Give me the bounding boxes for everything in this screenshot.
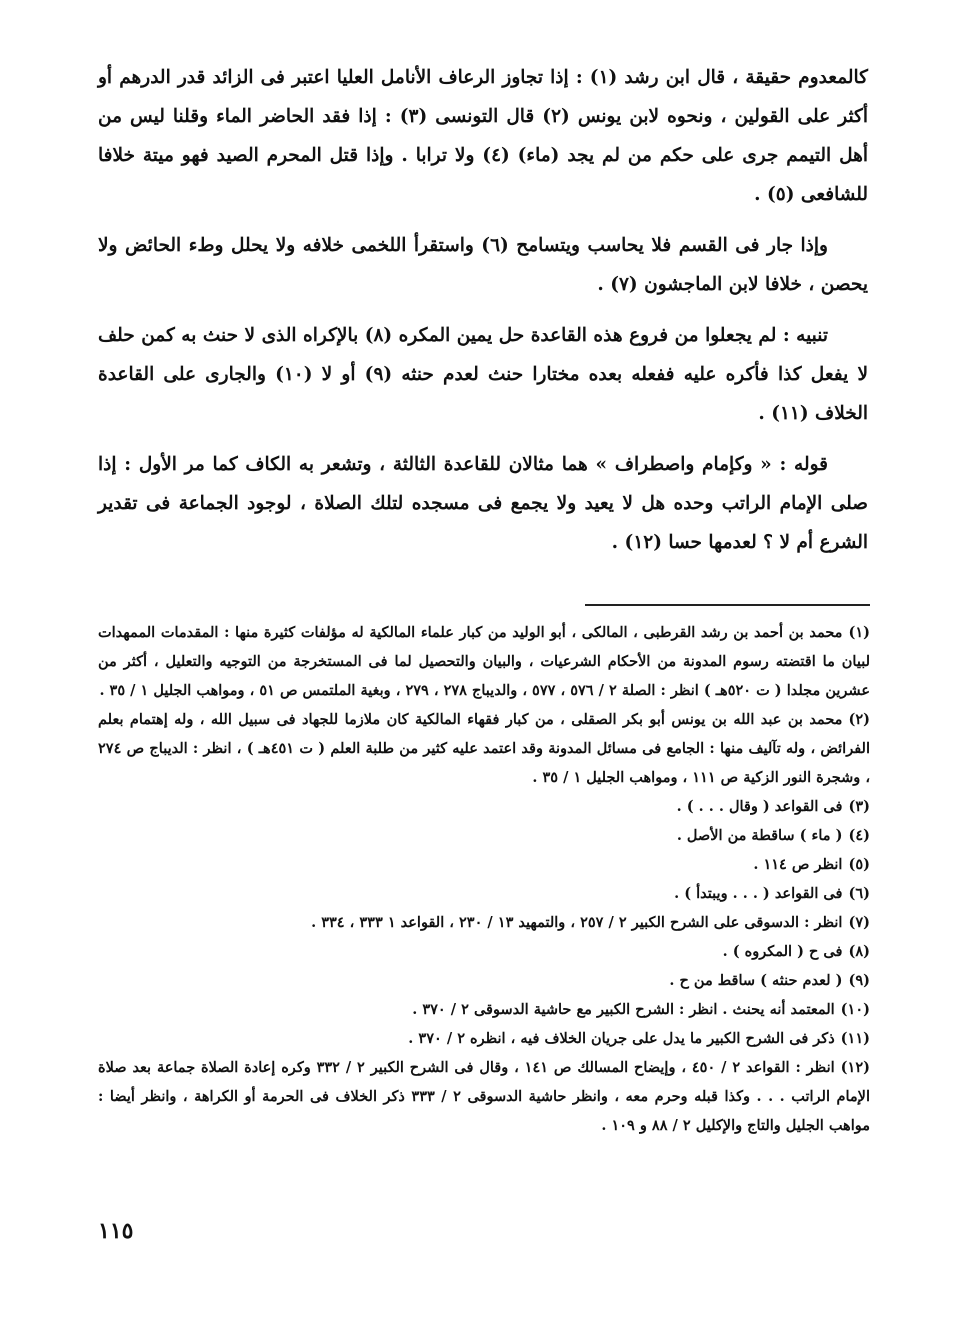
footnote-text: محمد بن أحمد بن رشد القرطبى ، المالكى ، أبو الوليد من كبار علماء المالكية له مؤلفات كثيرة منها : المقدمات الممهدات لبيان ما اقتضته رسوم المدونة من الأحكام الشرعيات ، والبيان والتحصيل لما فى المستخرجة من التوجيه والتعليل ، أكثر من عشرين مجلدا ( ت ٥٢٠هـ ) انظر : الصلة ٢ / ٥٧٦ ، ٥٧٧ ، والديباج ٢٧٨ ، ٢٧٩ ، وبغية الملتمس ص ٥١ ، ومواهب الجليل ١ / ٣٥ . <box>98 624 870 699</box>
footnote-item <box>98 995 870 1024</box>
footnote-item <box>98 1024 870 1053</box>
footnote-text: فى القواعد ( . . . ويبتدأ ) . <box>674 885 843 902</box>
paragraph: كالمعدوم حقيقة ، قال ابن رشد (١) : إذا تجاوز الرعاف الأنامل العليا اعتبر فى الزائد قدر الدرهم أو أكثر على القولين ، ونحوه لابن يونس (٢) قال التونسى (٣) : إذا فقد الحاضر الماء وقلنا ليس من أهل التيمم جرى على حكم من لم يجد (ماء) (٤) ولا ترابا . وإذا قتل المحرم الصيد فهو ميتة خلافا للشافعى (٥) . <box>98 67 868 205</box>
footnote-item <box>98 821 870 850</box>
footnote-text: انظر ص ١١٤ . <box>753 856 843 873</box>
footnote-text: محمد بن عبد الله بن يونس أبو بكر الصقلى ، من كبار فقهاء المالكية كان ملازما للجهاد فى سبيل الله ، وله إهتمام بعلم الفرائض ، وله تآليف منها : الجامع فى مسائل المدونة وقد اعتمد عليه كثير من طلبة العلم ( ت ٤٥١هـ ) ، انظر : الديباج ص ٢٧٤ ، وشجرة النور الزكية ص ١١١ ، ومواهب الجليل ١ / ٣٥ . <box>98 711 870 786</box>
footnote-number: (٤) <box>848 827 870 844</box>
footnote-number: (٦) <box>848 885 870 902</box>
footnote-text: انظر : الدسوقى على الشرح الكبير ٢ / ٢٥٧ ، والتمهيد ١٣ / ٢٣٠ ، القواعد ١ ٣٣٣ ، ٣٣٤ . <box>311 914 843 931</box>
footnote-text: فى القواعد ( وقال . . . ) . <box>676 798 843 815</box>
footnote-number: (٢) <box>848 711 870 728</box>
paragraph: قوله : « وكإمام واصطراف » هما مثالان للقاعدة الثالثة ، وتشعر به الكاف كما مر الأول : إذا صلى الإمام الراتب وحده هل لا يعيد ولا يجمع فى مسجده لتلك الصلاة ، لوجود الجماعة فى تقدير الشرع أم لا ؟ لعدمها حسا (١٢) . <box>98 454 868 553</box>
footnote-item <box>98 792 870 821</box>
footnote-text: ( ماء ) ساقطة من الأصل . <box>676 827 843 844</box>
footnote-number: (٣) <box>848 798 870 815</box>
paragraph: تنبيه : لم يجعلوا من فروع هذه القاعدة حل يمين المكره (٨) بالإكراه الذى لا حنث به كمن حلف لا يفعل كذا فأكره عليه ففعله بعده مختارا حنث لعدم حنثه (٩) أو لا (١٠) والجارى على القاعدة الخلاف (١١) . <box>98 325 869 424</box>
footnote-item <box>98 908 870 937</box>
page-number: ١١٥ <box>98 1218 134 1244</box>
footnote-number: (١٢) <box>840 1059 870 1076</box>
footnote-number: (٩) <box>848 972 870 989</box>
footnote-item <box>98 879 870 908</box>
footnote-number: (١) <box>848 624 870 641</box>
footnote-text: فى ح ( المكروه ) . <box>722 943 843 960</box>
footnote-text: المعتمد أنه يحنث . انظر : الشرح الكبير مع حاشية الدسوقى ٢ / ٣٧٠ . <box>412 1001 835 1018</box>
footnotes <box>98 618 870 1140</box>
paragraph: وإذا جار فى القسم فلا يحاسب ويتسامح (٦) واستقرأ اللخمى خلافه ولا يحلل وطء الحائض ولا يحصن ، خلافا لابن الماجشون (٧) . <box>98 235 868 295</box>
footnote-number: (١٠) <box>840 1001 870 1018</box>
footnote-item <box>98 705 870 792</box>
footnote-number: (٥) <box>848 856 870 873</box>
footnote-text: ( لعدم حنثه ) ساقط من ح . <box>669 972 843 989</box>
footnote-item <box>98 1053 870 1140</box>
footnote-text: ذكر فى الشرح الكبير ما يدل على جريان الخلاف فيه ، انظره ٢ / ٣٧٠ . <box>408 1030 835 1047</box>
footnote-text: انظر : القواعد ٢ / ٤٥٠ ، وإيضاح المسالك ص ١٤١ ، وقال فى الشرح الكبير ٢ / ٣٣٢ وكره إعادة الصلاة جماعة بعد صلاة الإمام الراتب . . . وكذا قبله وحرم معه ، وانظر حاشية الدسوقى ٢ / ٣٣٣ ذكر الخلاف فى الحرمة أو الكراهة ، وانظر أيضا : مواهب الجليل والتاج والإكليل ٢ / ٨٨ و ١٠٩ . <box>98 1059 870 1134</box>
footnote-number: (١١) <box>840 1030 870 1047</box>
footnote-number: (٧) <box>848 914 870 931</box>
footnote-item <box>98 937 870 966</box>
footnote-item <box>98 850 870 879</box>
footnote-number: (٨) <box>848 943 870 960</box>
footnote-item <box>98 618 870 705</box>
footnote-separator <box>585 604 870 606</box>
footnote-item <box>98 966 870 995</box>
main-text <box>98 58 868 574</box>
